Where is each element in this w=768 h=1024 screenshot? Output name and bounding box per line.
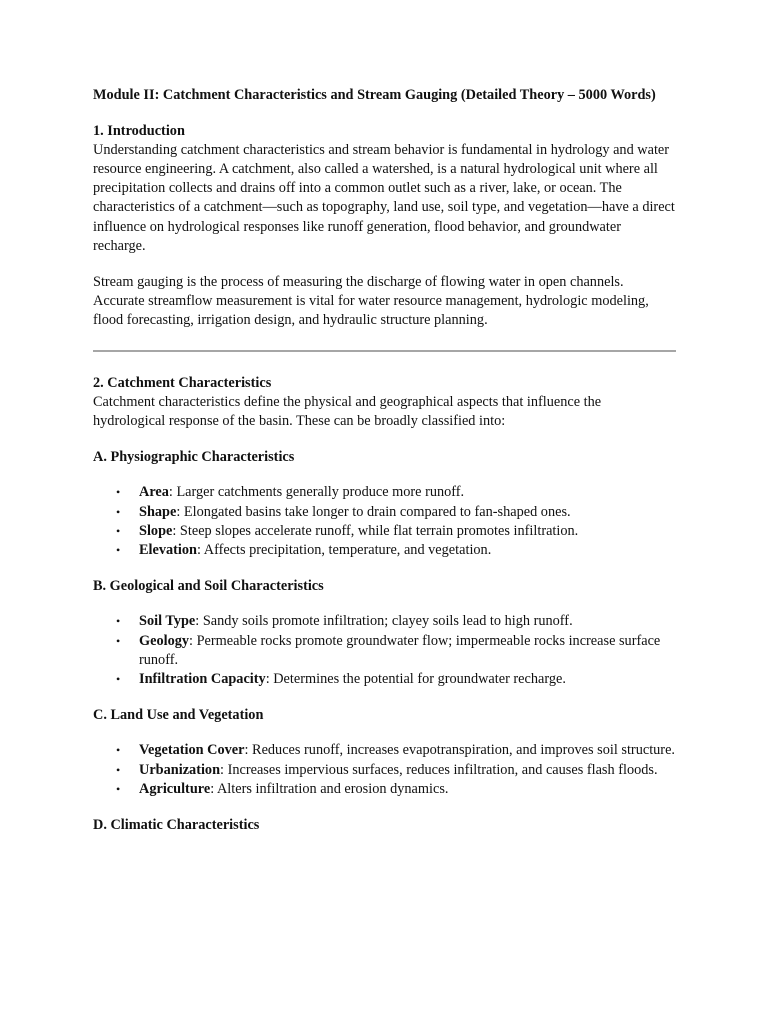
list-item-desc: : Permeable rocks promote groundwater flow; impermeable rocks increase surface runoff.: [139, 632, 661, 668]
physiographic-heading: A. Physiographic Characteristics: [93, 449, 295, 466]
bullet-icon: •: [116, 762, 121, 777]
intro-heading: 1. Introduction: [93, 122, 185, 139]
list-item-desc: : Sandy soils promote infiltration; clayey soils lead to high runoff.: [195, 613, 573, 630]
list-item-desc: : Reduces runoff, increases evapotranspiration, and improves soil structure.: [244, 742, 675, 759]
climatic-heading: D. Climatic Characteristics: [93, 816, 260, 833]
landuse-heading: C. Land Use and Vegetation: [93, 707, 264, 724]
list-item-term: Area: [139, 484, 169, 501]
bullet-icon: •: [116, 743, 121, 758]
catchment-paragraph: Catchment characteristics define the physical and geographical aspects that influence the hydrological response of the basin. These can be broadly classified into:: [93, 393, 602, 429]
list-item-desc: : Larger catchments generally produce more runoff.: [168, 484, 465, 501]
list-item-term: Vegetation Cover: [139, 742, 245, 759]
bullet-icon: •: [116, 671, 121, 686]
intro-paragraph-1: Understanding catchment characteristics and stream behavior is fundamental in hydrology and water resource engineering. A catchment, also called a watershed, is a natural hydrological unit where all precipitation collects and drains off into a common outlet such as a river, lake, or ocean. The characteristics of a catchment—such as topography, land use, soil type, and vegetation—have a direct influence on hydrological responses like runoff generation, flood behavior, and groundwater recharge.: [93, 141, 675, 254]
list-item-desc: : Increases impervious surfaces, reduces infiltration, and causes flash floods.: [220, 761, 658, 778]
bullet-icon: •: [116, 614, 121, 629]
list-item-term: Agriculture: [139, 780, 211, 797]
bullet-icon: •: [116, 781, 121, 796]
list-item-desc: : Alters infiltration and erosion dynamics.: [210, 780, 449, 797]
list-item: [116, 670, 676, 689]
list-item-desc: : Elongated basins take longer to drain compared to fan-shaped ones.: [176, 503, 571, 520]
list-item: [116, 780, 676, 799]
list-item-desc: : Steep slopes accelerate runoff, while flat terrain promotes infiltration.: [172, 522, 579, 539]
list-item-term: Shape: [139, 503, 177, 520]
list-item: [116, 632, 676, 670]
bullet-icon: •: [116, 542, 121, 557]
list-item: [116, 612, 676, 631]
list-item: [116, 741, 676, 760]
bullet-icon: •: [116, 504, 121, 519]
physiographic-list: [93, 483, 676, 560]
list-item-term: Geology: [139, 632, 190, 649]
list-item: [116, 761, 676, 780]
catchment-heading: 2. Catchment Characteristics: [93, 374, 272, 391]
landuse-list: [93, 741, 676, 799]
intro-paragraph-2: Stream gauging is the process of measuring the discharge of flowing water in open channels. Accurate streamflow measurement is vital for water resource management, hydrologic modeling, flood forecasting, irrigation design, and hydraulic structure planning.: [93, 273, 649, 329]
list-item-term: Slope: [139, 522, 173, 539]
bullet-icon: •: [116, 523, 121, 538]
geological-list: [93, 612, 676, 689]
list-item-term: Elevation: [139, 541, 197, 558]
list-item: [116, 522, 676, 541]
section-divider: [93, 350, 676, 352]
list-item-desc: : Affects precipitation, temperature, and vegetation.: [196, 541, 492, 558]
list-item: [116, 541, 676, 560]
geological-heading: B. Geological and Soil Characteristics: [93, 578, 324, 595]
bullet-icon: •: [116, 633, 121, 648]
list-item: [116, 503, 676, 522]
list-item-term: Soil Type: [139, 613, 196, 630]
list-item: [116, 483, 676, 502]
list-item-desc: : Determines the potential for groundwater recharge.: [265, 670, 566, 687]
bullet-icon: •: [116, 485, 121, 500]
list-item-term: Infiltration Capacity: [139, 670, 266, 687]
document-title: Module II: Catchment Characteristics and Stream Gauging (Detailed Theory – 5000 Words): [93, 87, 656, 103]
list-item-term: Urbanization: [139, 761, 221, 778]
